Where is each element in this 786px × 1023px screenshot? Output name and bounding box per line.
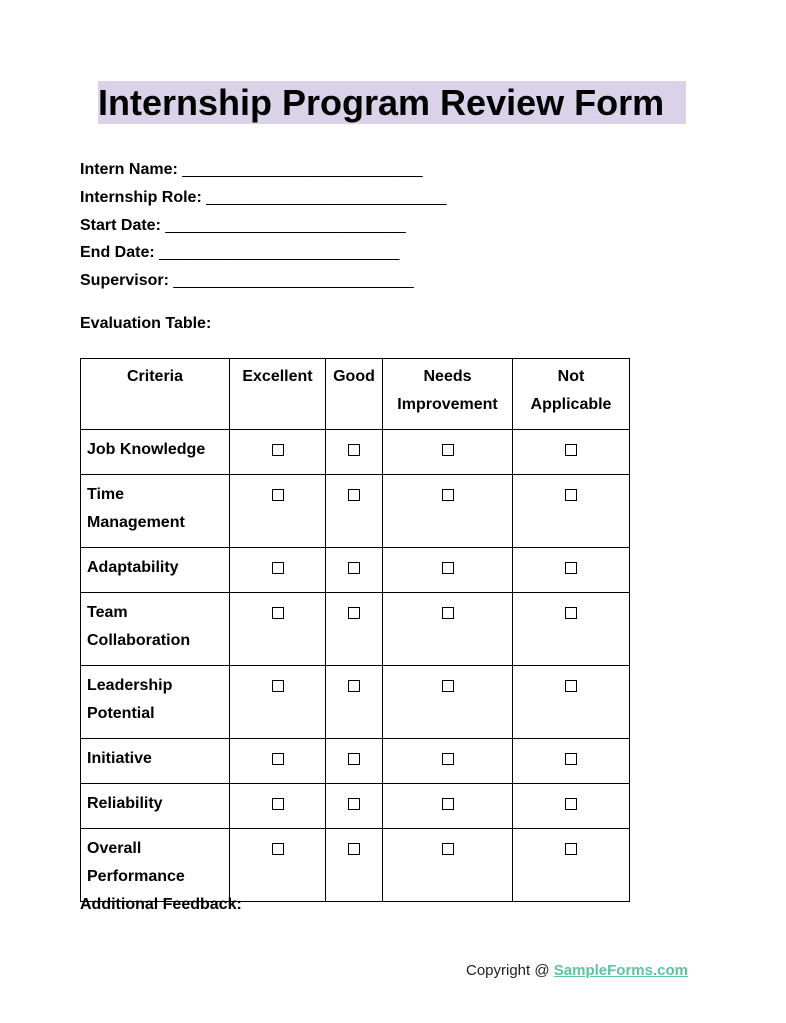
checkbox-good[interactable] xyxy=(348,680,360,692)
checkbox-good[interactable] xyxy=(348,562,360,574)
table-row xyxy=(81,666,630,739)
field-blank[interactable]: ___________________________ xyxy=(165,217,406,234)
checkbox-excellent[interactable] xyxy=(272,607,284,619)
checkbox-good[interactable] xyxy=(348,607,360,619)
checkbox-needs-improvement[interactable] xyxy=(442,444,454,456)
footer-copyright xyxy=(466,962,688,979)
field-label: Internship Role: xyxy=(80,189,202,206)
checkbox-good[interactable] xyxy=(348,753,360,765)
checkbox-not-applicable[interactable] xyxy=(565,680,577,692)
header-criteria: Criteria xyxy=(81,359,230,430)
checkbox-good[interactable] xyxy=(348,798,360,810)
table-row xyxy=(81,829,630,902)
field-label: End Date: xyxy=(80,244,155,261)
criteria-cell: Reliability xyxy=(81,784,230,829)
page-title: Internship Program Review Form xyxy=(98,81,686,124)
table-row xyxy=(81,593,630,666)
table-row xyxy=(81,548,630,593)
checkbox-excellent[interactable] xyxy=(272,798,284,810)
checkbox-not-applicable[interactable] xyxy=(565,489,577,501)
field-label: Supervisor: xyxy=(80,272,169,289)
field-label: Start Date: xyxy=(80,217,161,234)
checkbox-good[interactable] xyxy=(348,843,360,855)
field-blank[interactable]: ___________________________ xyxy=(206,189,447,206)
header-needs-improvement: Needs Improvement xyxy=(383,359,513,430)
sampleforms-link[interactable]: SampleForms.com xyxy=(553,962,688,979)
supervisor-field[interactable] xyxy=(80,272,414,290)
checkbox-good[interactable] xyxy=(348,444,360,456)
checkbox-not-applicable[interactable] xyxy=(565,444,577,456)
table-header-row xyxy=(81,359,630,430)
checkbox-needs-improvement[interactable] xyxy=(442,562,454,574)
field-blank[interactable]: ___________________________ xyxy=(173,272,414,289)
end-date-field[interactable] xyxy=(80,244,399,262)
checkbox-needs-improvement[interactable] xyxy=(442,607,454,619)
checkbox-not-applicable[interactable] xyxy=(565,607,577,619)
criteria-cell: Time Management xyxy=(81,475,230,548)
criteria-cell: Overall Performance xyxy=(81,829,230,902)
checkbox-not-applicable[interactable] xyxy=(565,843,577,855)
header-not-applicable: Not Applicable xyxy=(513,359,630,430)
evaluation-table xyxy=(80,358,630,902)
checkbox-needs-improvement[interactable] xyxy=(442,489,454,501)
evaluation-table-label: Evaluation Table: xyxy=(80,315,212,332)
field-blank[interactable]: ___________________________ xyxy=(159,244,400,261)
checkbox-needs-improvement[interactable] xyxy=(442,843,454,855)
checkbox-excellent[interactable] xyxy=(272,680,284,692)
checkbox-needs-improvement[interactable] xyxy=(442,680,454,692)
header-excellent: Excellent xyxy=(230,359,326,430)
criteria-cell: Team Collaboration xyxy=(81,593,230,666)
checkbox-not-applicable[interactable] xyxy=(565,753,577,765)
checkbox-excellent[interactable] xyxy=(272,444,284,456)
checkbox-excellent[interactable] xyxy=(272,843,284,855)
field-label: Intern Name: xyxy=(80,161,178,178)
criteria-cell: Initiative xyxy=(81,739,230,784)
checkbox-good[interactable] xyxy=(348,489,360,501)
checkbox-not-applicable[interactable] xyxy=(565,562,577,574)
field-blank[interactable]: ___________________________ xyxy=(182,161,423,178)
internship-role-field[interactable] xyxy=(80,189,447,207)
start-date-field[interactable] xyxy=(80,217,406,235)
table-row xyxy=(81,739,630,784)
criteria-cell: Leadership Potential xyxy=(81,666,230,739)
header-good: Good xyxy=(326,359,383,430)
intern-name-field[interactable] xyxy=(80,161,423,179)
checkbox-needs-improvement[interactable] xyxy=(442,753,454,765)
table-row xyxy=(81,430,630,475)
checkbox-excellent[interactable] xyxy=(272,562,284,574)
checkbox-not-applicable[interactable] xyxy=(565,798,577,810)
criteria-cell: Adaptability xyxy=(81,548,230,593)
checkbox-needs-improvement[interactable] xyxy=(442,798,454,810)
checkbox-excellent[interactable] xyxy=(272,753,284,765)
additional-feedback-label: Additional Feedback: xyxy=(80,896,242,913)
table-row xyxy=(81,475,630,548)
checkbox-excellent[interactable] xyxy=(272,489,284,501)
criteria-cell: Job Knowledge xyxy=(81,430,230,475)
copyright-text: Copyright @ xyxy=(466,962,554,979)
table-row xyxy=(81,784,630,829)
